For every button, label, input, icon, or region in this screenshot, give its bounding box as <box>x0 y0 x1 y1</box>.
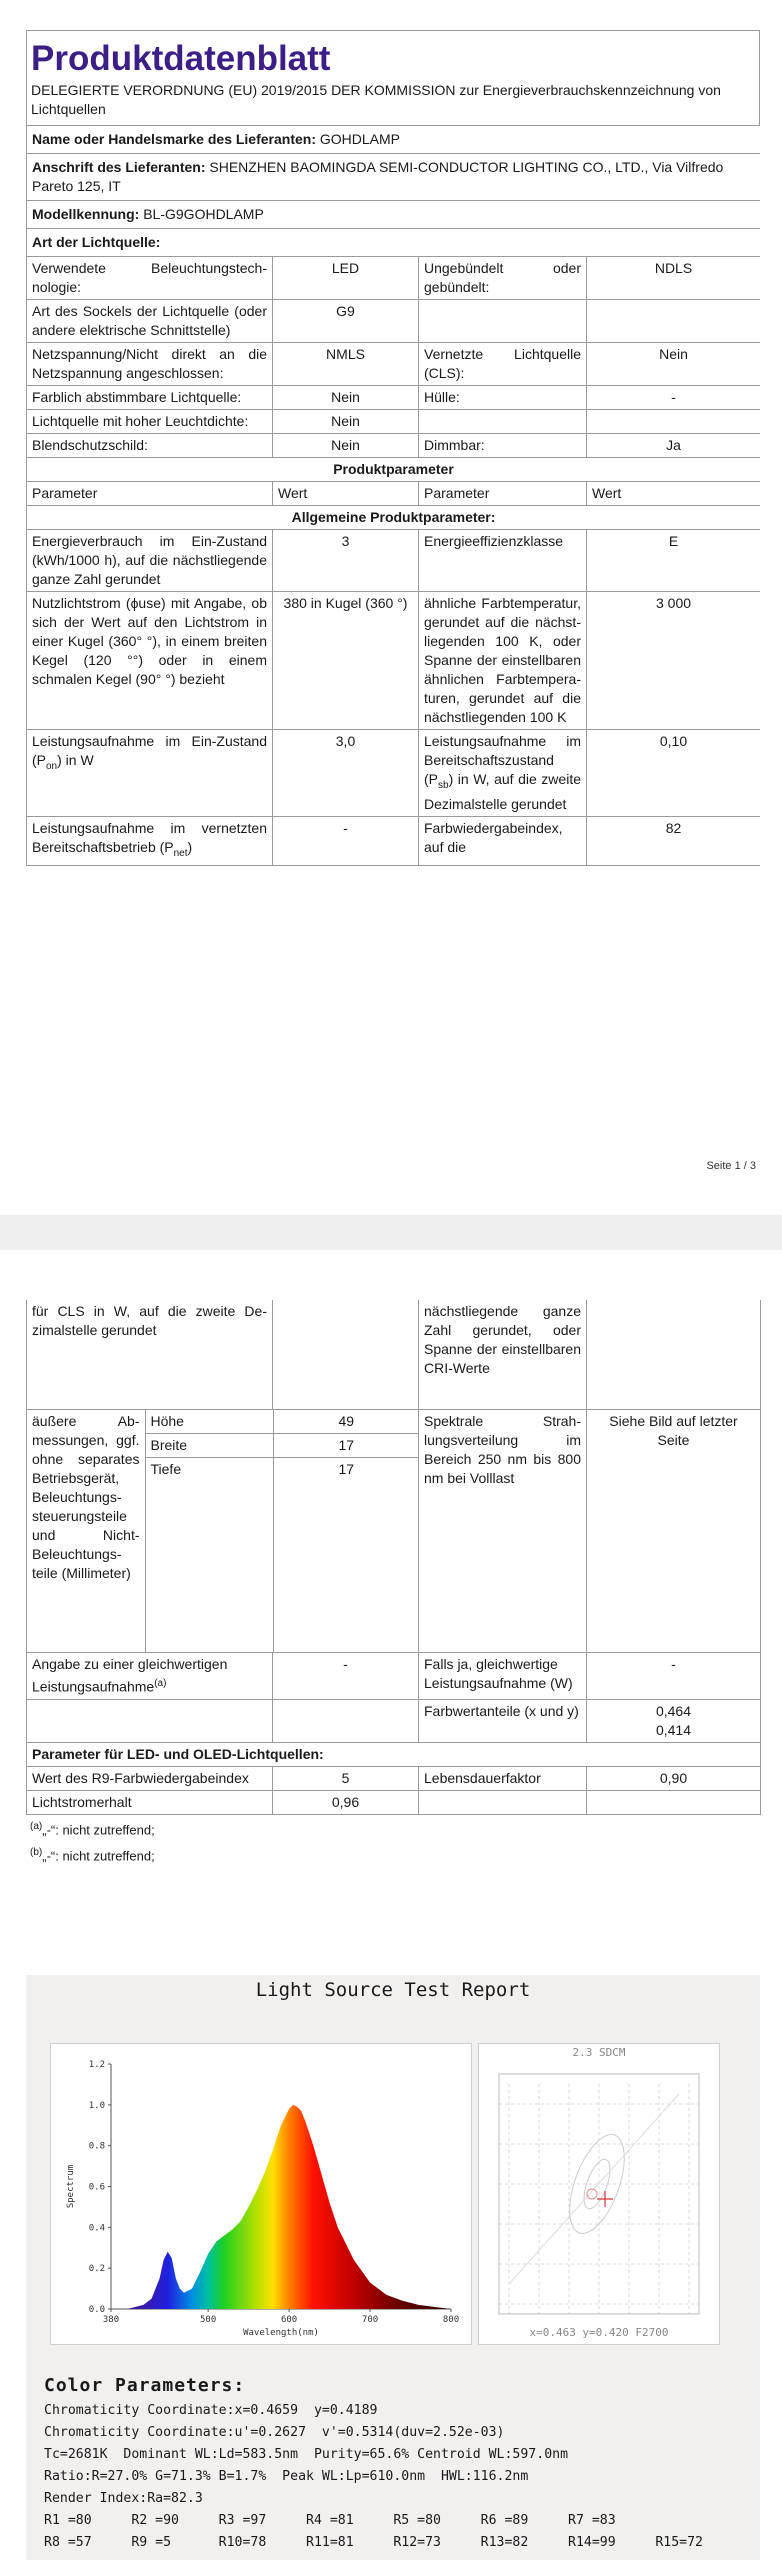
x-axis-label: Wavelength(nm) <box>243 2328 319 2338</box>
spectrum-label: Spektrale Strahlungsverteilung im Bereich 250 nm bis 800 nm bei Volllast <box>419 1410 587 1653</box>
type-header-text: Art der Lichtquelle: <box>32 234 161 250</box>
type-cell-l1: Farblich abstimmbare Lichtquelle: <box>27 386 273 410</box>
type-cell-v1: LED <box>273 257 419 300</box>
dimensions-table <box>27 1410 419 1652</box>
x-tick-label: 800 <box>442 2315 460 2325</box>
supplier-address-value: SHENZHEN BAOMINGDA SEMI-CONDUCTOR LIGHTING CO., LTD., Via Vilfredo Pareto 125, IT <box>32 159 724 194</box>
spectrum-chart <box>51 2044 471 2344</box>
model-value: BL-G9GOHDLAMP <box>143 206 264 222</box>
general-params-header-text: Allgemeine Produktparameter: <box>291 509 496 525</box>
type-cell-l2: Dimmbar: <box>419 434 587 458</box>
dim-height-value: 49 <box>273 1410 419 1434</box>
empty-cell <box>273 1300 419 1410</box>
equiv-power-value: - <box>587 1653 761 1700</box>
type-row <box>27 343 761 386</box>
type-cell-v2 <box>587 300 761 343</box>
color-param-line: Chromaticity Coordinate:u'=0.2627 v'=0.5314(duv=2.52e-03) <box>44 2425 505 2440</box>
type-cell-l2 <box>419 300 587 343</box>
y-tick-label: 1.0 <box>88 2100 105 2111</box>
equiv-label: Angabe zu einer gleichwertigen Leistungsaufnahme$^{(a)}$ <box>27 1653 273 1700</box>
col-param-1: Parameter <box>27 482 273 506</box>
footnote-b: $^{(b)}$„-“: nicht zutreffend; <box>30 1846 155 1864</box>
spectrum-chart-panel <box>50 2043 472 2345</box>
col-value-1: Wert <box>273 482 419 506</box>
general-cell-v2: E <box>587 530 761 592</box>
datasheet-page-2 <box>26 1300 760 1880</box>
x-tick-label: 500 <box>200 2315 217 2325</box>
product-params-header <box>27 458 761 482</box>
supplier-name-row <box>27 126 761 154</box>
report-title: Light Source Test Report <box>255 1979 531 2001</box>
cri-continued-left: für CLS in W, auf die zweite Dezimalstelle gerundet <box>27 1300 273 1410</box>
footnote-a: $^{(a)}$„-“: nicht zutreffend; <box>30 1820 155 1837</box>
color-params-title: Color Parameters: <box>44 2375 246 2396</box>
type-row <box>27 257 761 300</box>
chroma-x: 0,464 <box>655 1702 692 1719</box>
light-source-test-report <box>26 1975 760 2560</box>
x-tick-label: 600 <box>280 2315 298 2325</box>
spectrum-value: Siehe Bild auf letzter Seite <box>587 1410 761 1653</box>
y-tick-label: 0.8 <box>88 2141 105 2152</box>
type-cell-v2: - <box>587 386 761 410</box>
general-row <box>27 592 761 730</box>
cie-diagram-panel <box>478 2043 720 2345</box>
chroma-values <box>587 1699 761 1742</box>
type-header <box>27 229 761 257</box>
empty-cell <box>587 1790 761 1814</box>
type-cell-l2: Ungebündelt oder gebündelt: <box>419 257 587 300</box>
life-factor-label: Lebensdauerfaktor <box>419 1766 587 1790</box>
dim-width-value: 17 <box>273 1434 419 1458</box>
type-cell-l2: Hülle: <box>419 386 587 410</box>
type-row <box>27 300 761 343</box>
general-cell-v1: 380 in Kugel (360 °) <box>273 592 419 730</box>
regulation-subtitle: DELEGIERTE VERORDNUNG (EU) 2019/2015 DER KOMMISSION zur Energieverbrauchskennzeichnung von Lichtquellen <box>31 82 721 117</box>
type-cell-v1: NMLS <box>273 343 419 386</box>
type-cell-v2: NDLS <box>587 257 761 300</box>
net-standby-label: Leistungsaufnahme im vernetzten Bereitschaftsbetrieb $(P_{net})$ <box>27 816 273 865</box>
chroma-label: Farbwertanteile (x und y) <box>419 1699 587 1742</box>
dim-depth-value: 17 <box>338 1461 355 1477</box>
cie-readout: x=0.463 y=0.420 F2700 <box>529 2326 669 2339</box>
power-on-label: Leistungsaufnahme im Ein-Zustand $(P_{on})$ in W <box>27 730 273 817</box>
equiv-value: - <box>273 1653 419 1700</box>
supplier-name-value: GOHDLAMP <box>319 131 401 147</box>
color-param-line: Ratio:R=27.0% G=71.3% B=1.7% Peak WL:Lp=610.0nm HWL:116.2nm <box>44 2469 529 2484</box>
color-params-lines <box>44 2400 703 2554</box>
dimensions-cell <box>27 1410 419 1653</box>
general-cell-l1: Energieverbrauch im Ein-Zustand (kWh/1000 h), auf die nächstliegende ganze Zahl gerundet <box>27 530 273 592</box>
page-number: Seite 1 / 3 <box>706 1160 756 1172</box>
dimensions-label: äußere Abmessungen, ggf. ohne separates Betriebsgerät, Beleuchtungssteuerungsteile und Nicht-Beleuchtungsteile (Millimeter) <box>27 1410 145 1652</box>
dim-depth-label: Tiefe <box>145 1458 273 1653</box>
color-param-line: R8 =57 R9 =5 R10=78 R11=81 R12=73 R13=82 R14=99 R15=72 <box>44 2535 703 2550</box>
general-cell-l2: Energieeffizienzklasse <box>419 530 587 592</box>
model-row <box>27 201 761 229</box>
color-param-line: Render Index:Ra=82.3 <box>44 2491 203 2506</box>
empty-cell <box>273 1699 419 1742</box>
general-cell-l2: ähnliche Farbtemperatur, gerundet auf die nächstliegenden 100 K, oder Spanne der einstellbaren ähnlichen Farbtemperaturen, gerundet auf die nächstliegenden 100 K <box>419 592 587 730</box>
x-tick-label: 380 <box>102 2315 120 2325</box>
life-factor-value: 0,90 <box>587 1766 761 1790</box>
y-tick-label: 0.4 <box>88 2223 105 2234</box>
r9-label: Wert des R9-Farbwiedergabeindex <box>27 1766 273 1790</box>
datasheet-table-2 <box>26 1300 761 1815</box>
general-row <box>27 530 761 592</box>
supplier-address-row <box>27 154 761 201</box>
standby-label: Leistungsaufnahme im Bereitschaftszustand $(P_{sb})$ in W, auf die zweite Dezimalstelle gerundet <box>419 730 587 817</box>
type-row <box>27 434 761 458</box>
y-tick-label: 1.2 <box>88 2060 105 2070</box>
power-on-value: 3,0 <box>273 730 419 817</box>
type-cell-l1: Verwendete Beleuchtungstechnologie: <box>27 257 273 300</box>
y-tick-label: 0.2 <box>88 2264 105 2275</box>
empty-cell <box>587 1300 761 1410</box>
led-params-header <box>27 1742 761 1766</box>
cri-value: 82 <box>587 816 761 865</box>
x-tick-label: 700 <box>361 2315 379 2325</box>
r9-value: 5 <box>273 1766 419 1790</box>
empty-cell <box>419 1790 587 1814</box>
y-tick-label: 0.0 <box>88 2305 105 2315</box>
cie-diagram <box>479 2044 719 2344</box>
col-param-2: Parameter <box>419 482 587 506</box>
general-cell-v2: 3 000 <box>587 592 761 730</box>
standby-value: 0,10 <box>587 730 761 817</box>
type-cell-v2: Nein <box>587 343 761 386</box>
type-cell-v2: Ja <box>587 434 761 458</box>
type-row <box>27 410 761 434</box>
datasheet-table-1 <box>26 125 760 866</box>
model-label: Modellkennung: <box>32 206 140 222</box>
net-standby-value: - <box>273 816 419 865</box>
type-cell-v1: Nein <box>273 410 419 434</box>
lumen-maint-label: Lichtstromerhalt <box>27 1790 273 1814</box>
type-cell-v1: Nein <box>273 434 419 458</box>
type-cell-v1: Nein <box>273 386 419 410</box>
type-cell-l2: Vernetzte Lichtquelle (CLS): <box>419 343 587 386</box>
cri-label: Farbwiedergabeindex, auf die <box>419 816 587 865</box>
col-value-2: Wert <box>587 482 761 506</box>
spectrum-area <box>111 2105 451 2309</box>
cri-continued-right: nächstliegende ganze Zahl gerundet, oder Spanne der einstellbaren CRI-Werte <box>419 1300 587 1410</box>
y-tick-label: 0.6 <box>88 2182 105 2193</box>
product-params-header-text: Produktparameter <box>333 461 454 477</box>
color-param-line: Chromaticity Coordinate:x=0.4659 y=0.4189 <box>44 2403 378 2418</box>
general-params-header <box>27 506 761 530</box>
type-cell-v2 <box>587 410 761 434</box>
supplier-address-label: Anschrift des Lieferanten: <box>32 159 206 175</box>
chroma-y: 0,414 <box>655 1721 692 1738</box>
color-param-line: Tc=2681K Dominant WL:Ld=583.5nm Purity=65.6% Centroid WL:597.0nm <box>44 2447 569 2462</box>
type-cell-v1: G9 <box>273 300 419 343</box>
type-cell-l1: Lichtquelle mit hoher Leuchtdichte: <box>27 410 273 434</box>
datasheet-page-1 <box>26 30 760 1152</box>
empty-cell <box>27 1699 273 1742</box>
y-axis-label: Spectrum <box>66 2164 76 2209</box>
lumen-maint-value: 0,96 <box>273 1790 419 1814</box>
page-separator <box>0 1215 782 1250</box>
led-params-header-text: Parameter für LED- und OLED-Lichtquellen: <box>32 1745 324 1762</box>
equiv-power-label: Falls ja, gleichwertige Leistungsaufnahme (W) <box>419 1653 587 1700</box>
color-param-line: R1 =80 R2 =90 R3 =97 R4 =81 R5 =80 R6 =89 R7 =83 <box>44 2513 616 2528</box>
dim-width-label: Breite <box>145 1434 273 1458</box>
dim-height-label: Höhe <box>145 1410 273 1434</box>
type-cell-l1: Art des Sockels der Lichtquelle (oder andere elektrische Schnittstelle) <box>27 300 273 343</box>
cie-label: 2.3 SDCM <box>572 2046 626 2059</box>
type-cell-l1: Netzspannung/Nicht direkt an die Netzspannung angeschlossen: <box>27 343 273 386</box>
general-cell-v1: 3 <box>273 530 419 592</box>
general-cell-l1: Nutzlichtstrom (ϕuse) mit Angabe, ob sich der Wert auf den Lichtstrom in einer Kugel (360° °), in einem breiten Kegel (120 °°) oder in einem schmalen Kegel (90° °) bezieht <box>27 592 273 730</box>
page-title: Produktdatenblatt <box>31 39 331 78</box>
type-cell-l1: Blendschutzschild: <box>27 434 273 458</box>
type-cell-l2 <box>419 410 587 434</box>
type-row <box>27 386 761 410</box>
supplier-name-label: Name oder Handelsmarke des Lieferanten: <box>32 131 316 147</box>
